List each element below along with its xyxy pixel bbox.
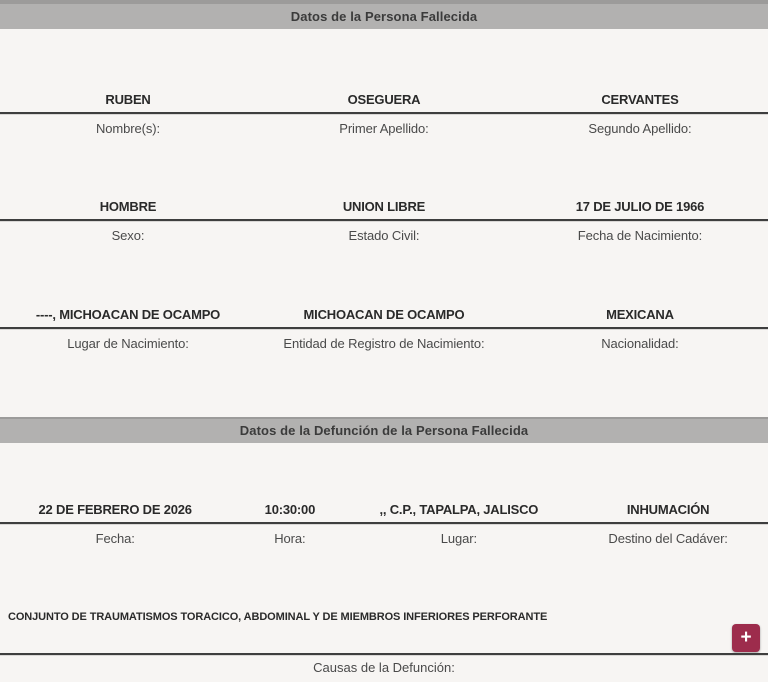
field-hora-defuncion-label: Hora:	[274, 531, 306, 546]
field-estado-civil-label: Estado Civil:	[348, 228, 420, 243]
field-nacionalidad-value: MEXICANA	[606, 307, 674, 322]
field-nombres-label: Nombre(s):	[95, 121, 160, 136]
field-fecha-defuncion-label: Fecha:	[95, 531, 135, 546]
row-sexo-labels	[0, 222, 768, 243]
plus-icon: +	[740, 626, 752, 648]
field-primer-apellido-value: OSEGUERA	[347, 92, 421, 107]
row-defuncion-values	[0, 498, 768, 522]
row-lugar-values	[0, 303, 768, 327]
field-fecha-nacimiento-label: Fecha de Nacimiento:	[577, 228, 703, 243]
field-hora-defuncion-value: 10:30:00	[264, 502, 316, 517]
field-causas-defuncion-value: CONJUNTO DE TRAUMATISMOS TORACICO, ABDOMINAL Y DE MIEMBROS INFERIORES PERFORANTE	[8, 611, 548, 623]
field-estado-civil-value: UNION LIBRE	[342, 199, 426, 214]
field-lugar-nacimiento-label: Lugar de Nacimiento:	[67, 336, 189, 351]
section-header-persona-fallecida: Datos de la Persona Fallecida	[0, 0, 768, 29]
add-cause-button[interactable]	[732, 624, 760, 652]
field-destino-cadaver-label: Destino del Cadáver:	[608, 531, 728, 546]
divider	[0, 653, 768, 656]
field-causas-defuncion-label: Causas de la Defunción:	[313, 660, 455, 675]
field-lugar-nacimiento-value: ----, MICHOACAN DE OCAMPO	[35, 307, 221, 322]
field-lugar-defuncion-label: Lugar:	[440, 531, 477, 546]
row-lugar-entidad-nacionalidad	[0, 303, 768, 351]
field-primer-apellido-label: Primer Apellido:	[339, 121, 429, 136]
field-sexo-label: Sexo:	[111, 228, 145, 243]
row-defuncion-labels	[0, 525, 768, 546]
row-nombres	[0, 88, 768, 136]
field-segundo-apellido-label: Segundo Apellido:	[588, 121, 692, 136]
row-sexo-estado-fecha	[0, 195, 768, 243]
row-lugar-labels	[0, 330, 768, 351]
field-entidad-registro-label: Entidad de Registro de Nacimiento:	[283, 336, 485, 351]
row-sexo-values	[0, 195, 768, 219]
section-header-defuncion: Datos de la Defunción de la Persona Fallecida	[0, 417, 768, 443]
field-segundo-apellido-value: CERVANTES	[601, 92, 679, 107]
row-nombres-labels	[0, 115, 768, 136]
row-defuncion	[0, 498, 768, 546]
field-destino-cadaver-value: INHUMACIÓN	[626, 502, 710, 517]
field-nacionalidad-label: Nacionalidad:	[601, 336, 679, 351]
field-fecha-nacimiento-value: 17 DE JULIO DE 1966	[575, 199, 705, 214]
row-nombres-values	[0, 88, 768, 112]
field-fecha-defuncion-value: 22 DE FEBRERO DE 2026	[38, 502, 192, 517]
field-sexo-value: HOMBRE	[99, 199, 157, 214]
field-lugar-defuncion-value: ,, C.P., TAPALPA, JALISCO	[379, 502, 539, 517]
field-nombres-value: RUBEN	[105, 92, 151, 107]
field-entidad-registro-value: MICHOACAN DE OCAMPO	[303, 307, 465, 322]
